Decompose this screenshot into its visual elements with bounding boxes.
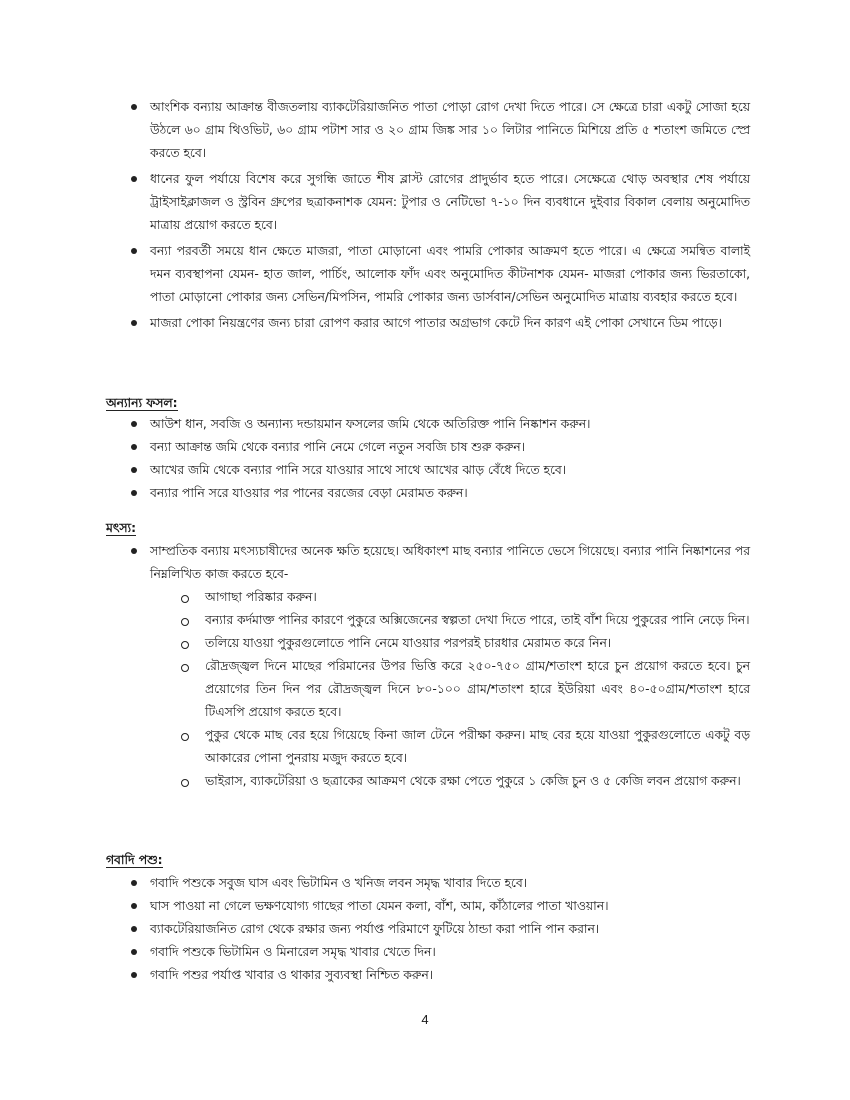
list-item: ব্যাকটেরিয়াজনিত রোগ থেকে রক্ষার জন্য পর্যাপ্ত পরিমাণে ফুটিয়ে ঠান্ডা করা পানি পান করান। <box>0 918 850 941</box>
list-item: পুকুর থেকে মাছ বের হয়ে গিয়েছে কিনা জাল টেনে পরীক্ষা করুন। মাছ বের হয়ে যাওয়া পুকুরগুলোতে একটু বড় আকারের পোনা পুনরায় মজুদ করতে হবে। <box>0 724 850 770</box>
livestock-bullet-list <box>0 872 850 987</box>
other-crops-section <box>0 413 850 505</box>
list-item: গবাদি পশুকে সবুজ ঘাস এবং ভিটামিন ও খনিজ লবন সমৃদ্ধ খাবার দিতে হবে। <box>0 872 850 895</box>
other-crops-bullet-list <box>0 413 850 505</box>
list-item: বন্যা পরবর্তী সময়ে ধান ক্ষেতে মাজরা, পাতা মোড়ানো এবং পামরি পোকার আক্রমণ হতে পারে। এ ক্ষেত্রে সমন্বিত বালাই দমন ব্যবস্থাপনা যেমন- হাত জাল, পার্চিং, আলোক ফাঁদ এবং অনুমোদিত কীটনাশক যেমন- মাজরা পোকার জন্য ভিরতাকো, পাতা মোড়ানো পোকার জন্য সেভিন/মিপসিন, পামরি পোকার জন্য ডার্সবান/সেভিন অনুমোদিত মাত্রায় ব্যবহার করতে হবে। <box>0 240 850 309</box>
livestock-heading: গবাদি পশু: <box>106 853 163 867</box>
list-item: আউশ ধান, সবজি ও অন্যান্য দন্ডায়মান ফসলের জমি থেকে অতিরিক্ত পানি নিষ্কাশন করুন। <box>0 413 850 436</box>
rice-section <box>0 96 850 338</box>
rice-bullet-list <box>0 96 850 335</box>
list-item: বন্যা আক্রান্ত জমি থেকে বন্যার পানি নেমে গেলে নতুন সবজি চাষ শুরু করুন। <box>0 436 850 459</box>
fisheries-heading: মৎস্য: <box>106 521 137 535</box>
fisheries-sub-list <box>0 586 850 793</box>
list-item: বন্যার কর্দমাক্ত পানির কারণে পুকুরে অক্সিজেনের স্বল্পতা দেখা দিতে পারে, তাই বাঁশ দিয়ে পুকুরের পানি নেড়ে দিন। <box>0 609 850 632</box>
list-item: মাজরা পোকা নিয়ন্ত্রণের জন্য চারা রোপণ করার আগে পাতার অগ্রভাগ কেটে দিন কারণ এই পোকা সেখানে ডিম পাড়ে। <box>0 312 850 335</box>
list-item: আখের জমি থেকে বন্যার পানি সরে যাওয়ার সাথে সাথে আখের ঝাড় বেঁধে দিতে হবে। <box>0 459 850 482</box>
fisheries-section <box>0 540 850 793</box>
fisheries-bullet-list <box>0 540 850 586</box>
list-item: রৌদ্রজ্জ্বল দিনে মাছের পরিমানের উপর ভিত্তি করে ২৫০-৭৫০ গ্রাম/শতাংশ হারে চুন প্রয়োগ করতে হবে। চুন প্রয়োগের তিন দিন পর রৌদ্রজ্জ্বল দিনে ৮০-১০০ গ্রাম/শতাংশ হারে ইউরিয়া এবং ৪০-৫০গ্রাম/শতাংশ হারে টিএসপি প্রয়োগ করতে হবে। <box>0 655 850 724</box>
list-item: ধানের ফুল পর্যায়ে বিশেষ করে সুগন্ধি জাতে শীষ ব্লাস্ট রোগের প্রাদুর্ভাব হতে পারে। সেক্ষেত্রে থোড় অবস্থার শেষ পর্যায়ে ট্রাইসাইক্লাজল ও স্ট্রবিন গ্রুপের ছত্রাকনাশক যেমন: টুপার ও নেটিভো ৭-১০ দিন ব্যবধানে দুইবার বিকাল বেলায় অনুমোদিত মাত্রায় প্রয়োগ করতে হবে। <box>0 168 850 237</box>
list-item: ভাইরাস, ব্যাকটেরিয়া ও ছত্রাকের আক্রমণ থেকে রক্ষা পেতে পুকুরে ১ কেজি চুন ও ৫ কেজি লবন প্রয়োগ করুন। <box>0 770 850 793</box>
list-item: সাম্প্রতিক বন্যায় মৎস্যচাষীদের অনেক ক্ষতি হয়েছে। অধিকাংশ মাছ বন্যার পানিতে ভেসে গিয়েছে। বন্যার পানি নিষ্কাশনের পর নিম্নলিখিত কাজ করতে হবে- <box>0 540 850 586</box>
list-item: আংশিক বন্যায় আক্রান্ত বীজতলায় ব্যাকটেরিয়াজনিত পাতা পোড়া রোগ দেখা দিতে পারে। সে ক্ষেত্রে চারা একটু সোজা হয়ে উঠলে ৬০ গ্রাম থিওভিট, ৬০ গ্রাম পটাশ সার ও ২০ গ্রাম জিঙ্ক সার ১০ লিটার পানিতে মিশিয়ে প্রতি ৫ শতাংশ জমিতে স্প্রে করতে হবে। <box>0 96 850 165</box>
livestock-section <box>0 872 850 987</box>
list-item: আগাছা পরিষ্কার করুন। <box>0 586 850 609</box>
other-crops-heading: অন্যান্য ফসল: <box>106 396 178 410</box>
list-item: গবাদি পশুর পর্যাপ্ত খাবার ও থাকার সুব্যবস্থা নিশ্চিত করুন। <box>0 964 850 987</box>
list-item: বন্যার পানি সরে যাওয়ার পর পানের বরজের বেড়া মেরামত করুন। <box>0 482 850 505</box>
list-item: ঘাস পাওয়া না গেলে ভক্ষণযোগ্য গাছের পাতা যেমন কলা, বাঁশ, আম, কাঁঠালের পাতা খাওয়ান। <box>0 895 850 918</box>
page-number: 4 <box>421 1012 429 1027</box>
list-item: গবাদি পশুকে ভিটামিন ও মিনারেল সমৃদ্ধ খাবার খেতে দিন। <box>0 941 850 964</box>
list-item: তলিয়ে যাওয়া পুকুরগুলোতে পানি নেমে যাওয়ার পরপরই চারধার মেরামত করে নিন। <box>0 632 850 655</box>
